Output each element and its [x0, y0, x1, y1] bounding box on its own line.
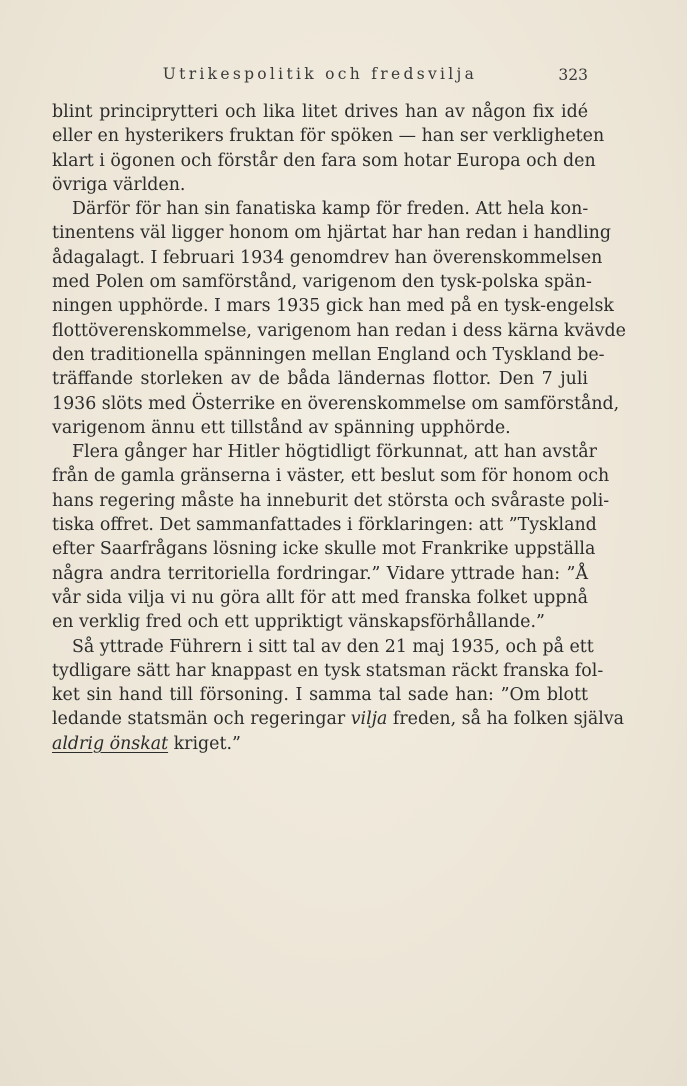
- text-segment: ledande statsmän och regeringar: [52, 709, 351, 730]
- page-header: [52, 65, 588, 89]
- text-line: hans regering måste ha inneburit det största och svåraste poli-: [52, 490, 610, 511]
- text-line: ket sin hand till försoning. I samma tal sade han: ”Om blott: [52, 685, 588, 706]
- text-line: Därför för han sin fanatiska kamp för freden. Att hela kon-: [72, 199, 589, 220]
- text-line: efter Saarfrågans lösning icke skulle mot Frankrike uppställa: [52, 539, 596, 560]
- text-line: 1936 slöts med Österrike en överenskommelse om samförstånd,: [52, 393, 620, 414]
- text-line: några andra territoriella fordringar.” Vidare yttrade han: ”Å: [52, 563, 588, 584]
- page-number: 323: [558, 66, 588, 84]
- text-line: [52, 707, 625, 731]
- text-line: Flera gånger har Hitler högtidligt förkunnat, att han avstår: [72, 442, 597, 463]
- text-line: från de gamla gränserna i väster, ett beslut som för honom och: [52, 466, 610, 487]
- text-line: den traditionella spänningen mellan England och Tyskland be-: [52, 344, 605, 365]
- text-line: tiska offret. Det sammanfattades i förklaringen: att ”Tyskland: [52, 515, 597, 536]
- text-line: vår sida vilja vi nu göra allt för att med franska folket uppnå: [52, 587, 588, 608]
- text-segment: freden, så ha folken själva: [387, 709, 625, 730]
- text-line: eller en hysterikers fruktan för spöken — han ser verkligheten: [52, 126, 605, 147]
- text-line: en verklig fred och ett uppriktigt vänskapsförhållande.”: [52, 612, 545, 633]
- text-line: tydligare sätt har knappast en tysk statsman räckt franska fol-: [52, 660, 604, 681]
- text-line: med Polen om samförstånd, varigenom den tysk-polska spän-: [52, 272, 592, 293]
- emphasized-phrase: aldrig önskat: [52, 733, 169, 754]
- text-line: träffande storleken av de båda ländernas flottor. Den 7 juli: [52, 369, 588, 390]
- text-line: tinentens väl ligger honom om hjärtat har han redan i handling: [52, 223, 611, 244]
- text-line: [52, 732, 588, 756]
- running-title: Utrikespolitik och fredsvilja: [162, 65, 478, 83]
- text-line: varigenom ännu ett tillstånd av spänning upphörde.: [52, 417, 511, 438]
- text-line: blint principrytteri och lika litet drives han av någon fix idé: [52, 102, 588, 122]
- emphasized-word: vilja: [350, 709, 388, 730]
- text-segment: kriget.”: [168, 733, 241, 754]
- text-line: Så yttrade Führern i sitt tal av den 21 maj 1935, och på ett: [72, 636, 594, 657]
- text-line: flottöverenskommelse, varigenom han redan i dess kärna kvävde: [52, 320, 626, 341]
- text-line: klart i ögonen och förstår den fara som hotar Europa och den: [52, 150, 596, 171]
- text-line: ådagalagt. I februari 1934 genomdrev han överenskommelsen: [52, 247, 603, 268]
- text-line: övriga världen.: [52, 174, 186, 195]
- body-text: [52, 100, 626, 756]
- text-line: ningen upphörde. I mars 1935 gick han med på en tysk-engelsk: [52, 296, 614, 317]
